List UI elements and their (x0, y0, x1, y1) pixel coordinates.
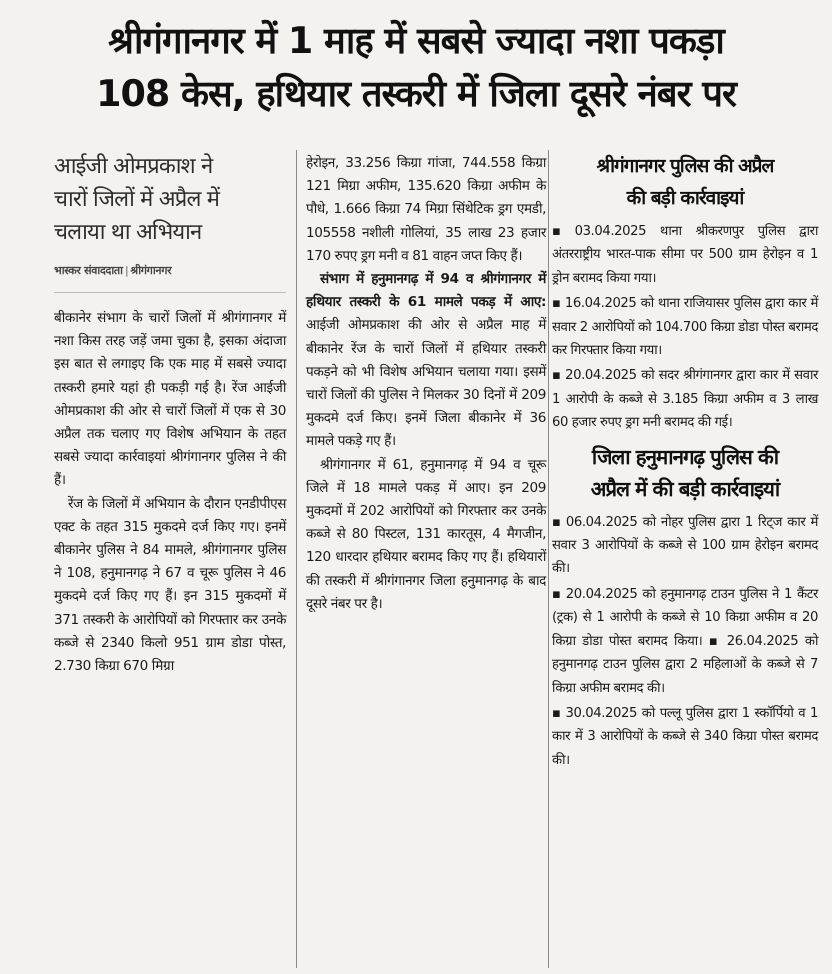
column-middle (306, 152, 546, 616)
subheadline-line-3: चलाया था अभियान (54, 220, 202, 245)
box-title-hanumangarh-line-2: अप्रैल में की बड़ी कार्रवाइयां (590, 476, 780, 501)
list-item (552, 511, 818, 581)
body-paragraph-4 (306, 268, 546, 454)
box-title-hanumangarh (552, 441, 818, 505)
list-item-text: 30.04.2025 को पल्लू पुलिस द्वारा 1 स्कॉर्पियो व 1 कार में 3 आरोपियों के कब्जे से 340 किग्रा पोस्त बरामद की। (552, 705, 818, 768)
byline-separator: | (124, 264, 129, 277)
column-left (54, 150, 286, 678)
subheadline-line-1: आईजी ओमप्रकाश ने (54, 154, 213, 179)
body-paragraph-3: हेरोइन, 33.256 किग्रा गांजा, 744.558 किग्रा 121 मिग्रा अफीम, 135.620 किग्रा अफीम के पौधे, 1.666 किग्रा 74 मिग्रा सिंथेटिक ड्रग एमडी, 105558 नशीली गोलियां, 35 लाख 23 हजार 170 रुपए ड्रग मनी व 81 वाहन जप्त किए हैं। (306, 155, 546, 264)
body-paragraph-2: रेंज के जिलों में अभियान के दौरान एनडीपीएस एक्ट के तहत 315 मुकदमे दर्ज किए गए। इनमें बीकानेर पुलिस ने 84 मामले, श्रीगंगानगर पुलिस ने 108, हनुमानगढ़ ने 67 व चूरू पुलिस ने 46 मुकदमे दर्ज किए गए हैं। इन 315 मुकदमों में 371 तस्करी के आरोपियों को गिरफ्तार कर उनके कब्जे से 2340 किलो 951 ग्राम डोडा पोस्त, 2.730 किग्रा 670 मिग्रा (54, 495, 286, 675)
box-title-sriganganagar (552, 150, 818, 214)
sriganganagar-actions-list (552, 220, 818, 435)
byline-place: श्रीगंगानगर (130, 264, 172, 277)
list-item (552, 583, 818, 700)
bullet-icon: ▪ (552, 296, 561, 312)
list-item (552, 364, 818, 434)
list-item (552, 702, 818, 772)
column-rule-1 (296, 150, 297, 968)
bullet-icon: ▪ (552, 368, 562, 384)
bullet-icon: ▪ (552, 586, 562, 602)
list-item (552, 220, 818, 290)
list-item-text: 06.04.2025 को नोहर पुलिस द्वारा 1 रिट्ज कार में सवार 3 आरोपियों के कब्जे से 100 ग्राम हेरोइन बरामद की। (552, 514, 818, 577)
list-item (552, 292, 818, 362)
bullet-icon: ▪ (552, 514, 562, 530)
body-paragraph-5: श्रीगंगानगर में 61, हनुमानगढ़ में 94 व चूरू जिले में 18 मामले पकड़ में आए। इन 209 मुकदमों में 202 आरोपियों को गिरफ्तार कर उनके कब्जे से 80 पिस्टल, 131 कारतूस, 4 मैगजीन, 120 धारदार हथियार बरामद किए गए हैं। हथियारों की तस्करी में श्रीगंगानगर जिला हनुमानगढ़ के बाद दूसरे नंबर पर है। (306, 456, 546, 612)
inline-subhead: संभाग में हनुमानगढ़ में 94 व श्रीगंगानगर में हथियार तस्करी के 61 मामले पकड़ में आए: (306, 271, 546, 311)
list-item-text: 20.04.2025 को सदर श्रीगंगानगर द्वारा कार में सवार 1 आरोपी के कब्जे से 3.185 किग्रा अफीम व 3 लाख 60 हजार रुपए ड्रग मनी बरामद की गई। (552, 368, 818, 431)
list-item-text: 20.04.2025 को हनुमानगढ़ टाउन पुलिस ने 1 कैंटर (ट्रक) से 1 आरोपी के कब्जे से 10 किग्रा अफीम व 20 किग्रा डोडा पोस्त बरामद किया। ▪ 26.04.2025 को हनुमानगढ़ टाउन पुलिस द्वारा 2 महिलाओं के कब्जे से 7 किग्रा अफीम बरामद की। (552, 586, 818, 696)
bullet-icon: ▪ (552, 705, 562, 721)
column-right (552, 150, 818, 774)
column-rule-2 (548, 150, 549, 968)
box-title-sriganganagar-line-2: की बड़ी कार्रवाइयां (626, 187, 744, 209)
box-title-sriganganagar-line-1: श्रीगंगानगर पुलिस की अप्रैल (596, 155, 774, 177)
list-item-text: 16.04.2025 को थाना राजियासर पुलिस द्वारा कार में सवार 2 आरोपियों को 104.700 किग्रा डोडा पोस्त बरामद कर गिरफ्तार किया गया। (552, 296, 818, 359)
hanumangarh-actions-list (552, 511, 818, 772)
body-paragraph-4-text: आईजी ओमप्रकाश की ओर से अप्रैल माह में बीकानेर रेंज के चारों जिलों में हथियार तस्करी पकड़ने को भी विशेष अभियान चलाया गया। इसमें चारों जिलों की पुलिस ने मिलकर 30 दिनों में 209 मुकदमे दर्ज किए। इनमें जिला बीकानेर में 36 मामले पकड़े गए हैं। (306, 317, 546, 450)
bullet-icon: ▪ (552, 224, 571, 239)
body-paragraph-1: बीकानेर संभाग के चारों जिलों में श्रीगंगानगर में नशा किस तरह जड़ें जमा चुका है, इसका अंदाजा इस बात से लगाइए कि एक माह में सबसे ज्यादा तस्करी हमारे यहां ही पकड़ी गई है। रेंज आईजी ओमप्रकाश की ओर से चारों जिलों में एक से 30 अप्रैल तक चलाए गए विशेष अभियान के तहत सबसे ज्यादा कार्रवाइयां श्रीगंगानगर पुलिस ने की हैं। (54, 310, 286, 489)
list-item-text: 03.04.2025 थाना श्रीकरणपुर पुलिस द्वारा अंतरराष्ट्रीय भारत-पाक सीमा पर 500 ग्राम हेरोइन व 1 ड्रोन बरामद किया गया। (552, 224, 818, 286)
byline (54, 263, 286, 293)
headline-line-1: श्रीगंगानगर में 1 माह में सबसे ज्यादा नशा पकड़ा (108, 19, 724, 62)
byline-source: भास्कर संवाददाता (54, 264, 123, 277)
subheadline-line-2: चारों जिलों में अप्रैल में (54, 187, 220, 212)
subheadline (54, 150, 286, 249)
headline (18, 14, 814, 120)
box-title-hanumangarh-line-1: जिला हनुमानगढ़ पुलिस की (591, 444, 779, 469)
headline-line-2: 108 केस, हथियार तस्करी में जिला दूसरे नंबर पर (96, 72, 736, 115)
